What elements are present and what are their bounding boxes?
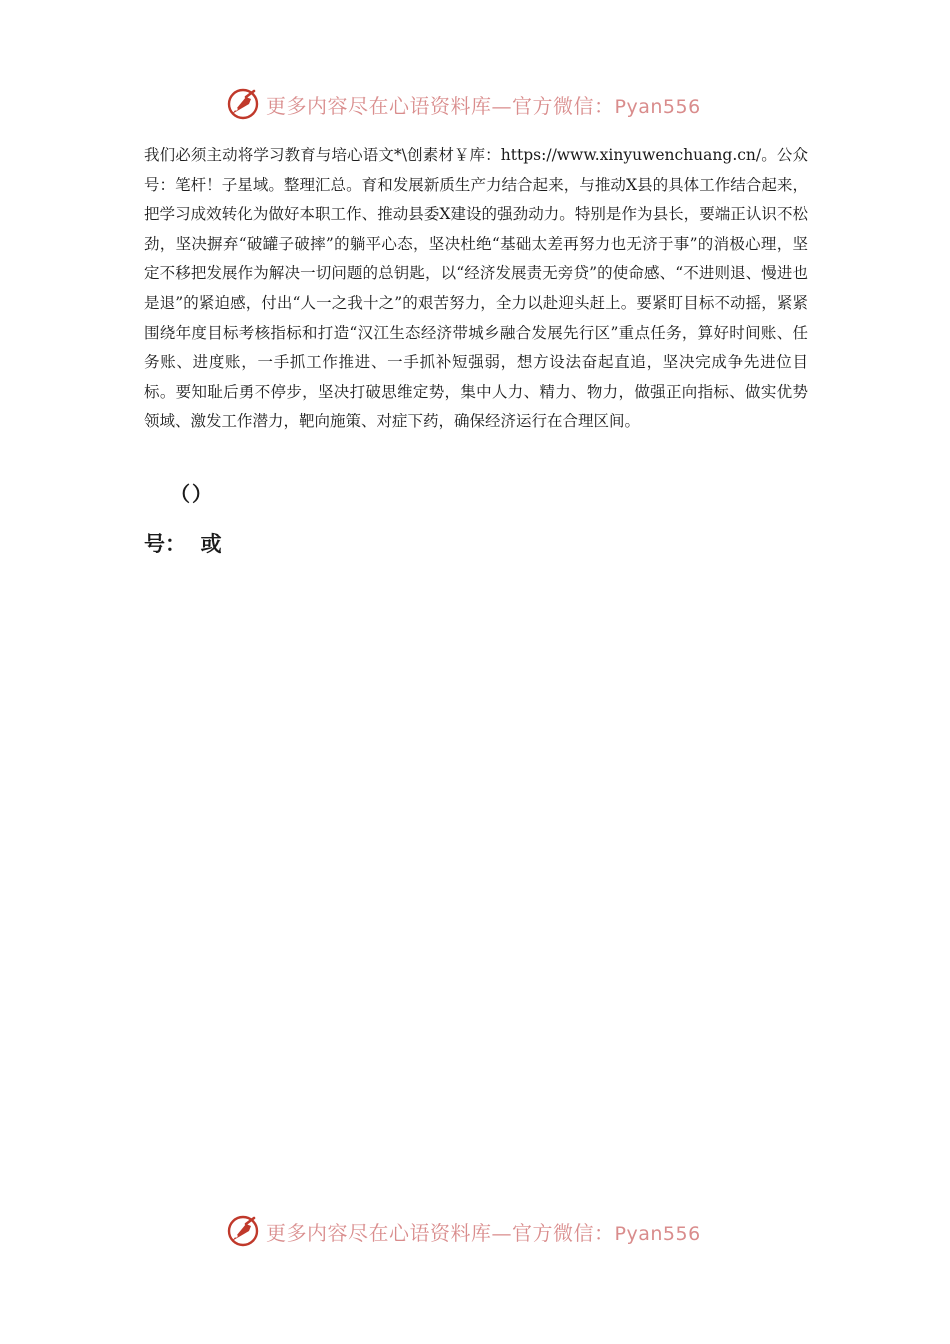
- parentheses-heading: （）: [170, 482, 214, 506]
- footer-banner-text: [266, 1217, 701, 1246]
- header-brand-text: 更多内容尽在心语资料库: [266, 93, 492, 118]
- label-heading: 号： 或: [144, 531, 222, 556]
- footer-brand-text: 更多内容尽在心语资料库: [266, 1220, 492, 1245]
- footer-wechat-id: Pyan556: [614, 1222, 701, 1245]
- header-banner: [226, 84, 701, 124]
- pen-nib-logo-icon: [226, 1214, 260, 1248]
- footer-wechat-label: 官方微信：: [512, 1220, 615, 1245]
- body-paragraph: 我们必须主动将学习教育与培心语文*\创素材￥库：https://www.xinyuwenchuang.cn/。公众号：笔杆！子星域。整理汇总。育和发展新质生产力结合起来，与推动X县的具体工作结合起来，把学习成效转化为做好本职工作、推动县委X建设的强劲动力。特别是作为县长，要端正认识不松劲，坚决摒弃“破罐子破摔”的躺平心态，坚决杜绝“基础太差再努力也无济于事”的消极心理，坚定不移把发展作为解决一切问题的总钥匙，以“经济发展责无旁贷”的使命感、“不进则退、慢进也是退”的紧迫感，付出“人一之我十之”的艰苦努力，全力以赴迎头赶上。要紧盯目标不动摇，紧紧围绕年度目标考核指标和打造“汉江生态经济带城乡融合发展先行区”重点任务，算好时间账、任务账、进度账，一手抓工作推进、一手抓补短强弱，想方设法奋起直追，坚决完成争先进位目标。要知耻后勇不停步，坚决打破思维定势，集中人力、精力、物力，做强正向指标、做实优势领域、激发工作潜力，靶向施策、对症下药，确保经济运行在合理区间。: [144, 146, 808, 431]
- header-dash: —: [491, 93, 512, 118]
- footer-banner: [226, 1211, 701, 1251]
- header-banner-text: [266, 90, 701, 119]
- footer-dash: —: [491, 1220, 512, 1245]
- pen-nib-logo-icon: [226, 87, 260, 121]
- header-wechat-label: 官方微信：: [512, 93, 615, 118]
- header-wechat-id: Pyan556: [614, 95, 701, 118]
